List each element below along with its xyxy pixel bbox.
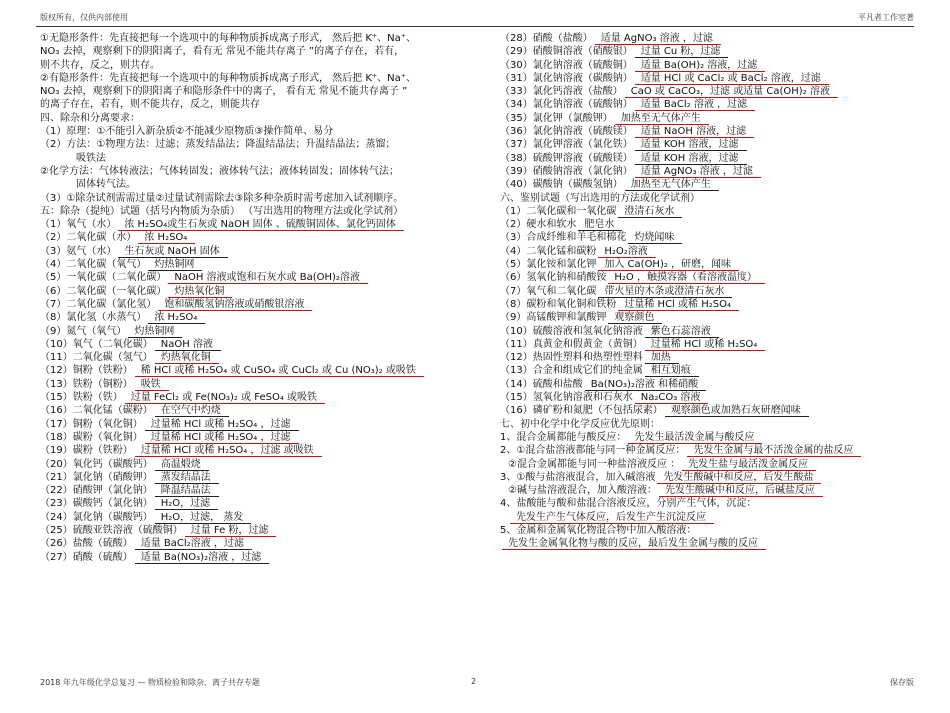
purify-item-answer: 适量 KOH 溶液，过滤 — [635, 139, 747, 151]
purify-item-answer: H₂O，过滤 — [155, 498, 218, 510]
identify-item-label: （11）真黄金和假黄金（黄铜） — [500, 338, 643, 350]
purify-item-answer: CaO 或 CaCO₃，过滤 或适量 Ca(OH)₂ 溶液 — [625, 86, 838, 98]
identify-item-label: （1）二氧化碳和一氧化碳 — [500, 205, 617, 217]
identify-item — [500, 325, 940, 338]
purify-item-answer: 适量 KOH 溶液，过滤 — [635, 153, 747, 165]
identify-item — [500, 391, 940, 404]
purify-item-answer: 灼热铜网 — [148, 259, 202, 271]
purify-item-label: （6）二氧化碳（一氧化碳） — [40, 285, 167, 297]
purify-item — [500, 165, 940, 178]
purify-item — [40, 231, 480, 244]
identify-item-label: （14）硫酸和盐酸 — [500, 378, 583, 390]
purify-item-label: （15）铁粉（铁） — [40, 392, 123, 404]
text-line: 则不共存，反之，则共存。 — [40, 59, 160, 71]
purify-item-label: （12）铜粉（铁粉） — [40, 365, 133, 377]
identify-item-label: （8）碳粉和氧化铜和铁粉 — [500, 298, 617, 310]
purify-item — [40, 404, 480, 417]
identify-item-answer: 过量稀 HCl 或稀 H₂SO₄ — [645, 339, 766, 351]
purify-item — [40, 458, 480, 471]
purify-item-label: （26）盐酸（硫酸） — [40, 538, 133, 550]
purify-item-label: （35）氯化钾（氯酸钾） — [500, 112, 613, 124]
purify-item — [40, 218, 480, 231]
purify-item-answer: 过量 FeCl₂ 或 Fe(NO₃)₂ 或 FeSO₄ 或吸铁 — [125, 392, 325, 404]
purify-item-answer: 适量 Ba(OH)₂ 溶液，过滤 — [635, 60, 766, 72]
purify-item-answer: 适量 Ba(NO₃)₂溶液 ，过滤 — [135, 552, 270, 564]
purify-item-label: （17）铜粉（氧化铜） — [40, 418, 143, 430]
identify-item — [500, 298, 940, 311]
purify-item — [500, 152, 940, 165]
identify-item — [500, 245, 940, 258]
purify-item-label: （16）二氧化锰（碳粉） — [40, 405, 153, 417]
purify-item-answer: 在空气中灼烧 — [155, 405, 229, 417]
purify-item-label: （20）氧化钙（碳酸钙） — [40, 458, 153, 470]
purify-item-label: （40）碳酸钠（碳酸氢钠） — [500, 179, 623, 191]
identify-item-answer: Na₂CO₃ 溶液 — [635, 392, 709, 404]
identify-item — [500, 378, 940, 391]
rule-item-label: ②碱与盐溶液混合，加入酸溶液： — [508, 485, 657, 497]
rule-item-answer: 先发生酸碱中和反应，后发生酸盐 — [657, 472, 821, 484]
purify-item-answer: 饱和碳酸氢钠溶液或硝酸银溶液 — [158, 299, 312, 311]
purify-item-label: （5）一氧化碳（二氧化碳） — [40, 272, 167, 284]
identify-item-answer: 观察颜色 — [608, 312, 662, 324]
rule-item — [500, 511, 940, 524]
identify-item — [500, 351, 940, 364]
purify-item-answer: 灼热氧化铜 — [155, 352, 219, 364]
purify-item — [40, 471, 480, 484]
rule-item-label: 5、金属和金属氧化物混合物中加入酸溶液： — [500, 524, 697, 536]
identify-item-answer: 灼烧闻味 — [628, 232, 682, 244]
header-left: 版权所有，仅供内部使用 — [40, 13, 128, 22]
purify-item-answer: 加热至无气体产生 — [625, 179, 719, 191]
identify-item-label: （6）氢氧化钠和硝酸铵 — [500, 272, 607, 284]
identify-item — [500, 218, 940, 231]
identify-item-answer: H₂O₂溶液 — [598, 246, 655, 258]
purify-item — [500, 45, 940, 58]
purify-item — [40, 325, 480, 338]
rule-item — [500, 458, 940, 471]
purify-item — [500, 112, 940, 125]
identify-item-answer: 肥皂水 — [578, 219, 622, 231]
rule-item-answer: 先发生最活泼金属与酸反应 — [628, 432, 762, 444]
purify-item — [40, 378, 480, 391]
purify-item-label: （2）二氧化碳（水） — [40, 232, 137, 244]
purify-item-answer: 适量 HCl 或 CaCl₂ 或 BaCl₂ 溶液，过滤 — [635, 73, 829, 85]
purify-item-answer: 适量 AgNO₃ 溶液 ，过滤 — [595, 33, 721, 45]
text-line: ②化学方法：气体转液法；气体转固发；液体转气法；液体转固发；固体转气法； — [40, 165, 399, 177]
purify-item-label: （34）氯化钠溶液（硫酸钠） — [500, 99, 633, 111]
identify-item-answer: 加入 Ca(OH)₂ ，研磨，闻味 — [598, 259, 739, 271]
purification-items — [40, 218, 480, 564]
purify-item — [40, 311, 480, 324]
rule-item — [500, 471, 940, 484]
text-line: ②有隐形条件：先直接把每一个选项中的每种物质拆成离子形式， 然后把 K⁺、Na⁺、 — [40, 72, 417, 84]
purify-item — [40, 338, 480, 351]
text-line: 的离子存在，若有，则不能共存，反之，则能共存 — [40, 99, 260, 111]
rule-item — [500, 524, 940, 537]
purify-item — [40, 391, 480, 404]
rule-item — [500, 444, 940, 457]
purify-item-answer: 高温煅烧 — [155, 459, 209, 471]
identify-item-answer: Ba(NO₃)₂溶液 和稀硝酸 — [585, 379, 706, 391]
section7-title: 七、初中化学中化学反应优先原则： — [500, 418, 660, 430]
identify-item-label: （5）氯化铵和氯化钾 — [500, 259, 597, 271]
rule-item — [500, 497, 940, 510]
purify-item — [40, 364, 480, 377]
footer-left: 2018 年九年级化学总复习 — 物质检验和除杂、离子共存专题 — [40, 678, 260, 687]
identify-item-label: （15）氢氧化钠溶液和石灰水 — [500, 392, 633, 404]
purify-item-answer: 过量 Fe 粉，过滤 — [185, 525, 277, 537]
purify-item-answer: NaOH 溶液 — [155, 339, 221, 351]
rule-item-label: 2、①混合盐溶液都能与同一种金属反应： — [500, 445, 686, 457]
text-line: 固体转气法。 — [76, 179, 136, 191]
purify-item-label: （21）氯化钠（硝酸钾） — [40, 471, 153, 483]
purify-item-answer: 灼热铜网 — [128, 326, 182, 338]
purify-item — [500, 125, 940, 138]
purify-item-label: （18）碳粉（氧化铜） — [40, 431, 143, 443]
rule-item — [500, 484, 940, 497]
header-rule — [36, 26, 914, 27]
purify-item — [40, 351, 480, 364]
header-right: 平凡者工作室著 — [858, 13, 914, 22]
identify-item-answer: 加热 — [645, 352, 679, 364]
identify-item-label: （10）硫酸溶液和氢氧化钠溶液 — [500, 325, 643, 337]
purify-item — [40, 431, 480, 444]
identify-item-answer: 紫色石蕊溶液 — [645, 326, 719, 338]
identify-item — [500, 404, 940, 417]
purify-item-label: （22）硝酸钾（氯化钠） — [40, 485, 153, 497]
identify-item — [500, 205, 940, 218]
purify-item — [500, 138, 940, 151]
rule-item-answer: 先发生金属氧化物与酸的反应，最后发生金属与酸的反应 — [502, 538, 766, 550]
purify-item-answer: 降温结晶法 — [155, 485, 219, 497]
intro-lines — [40, 32, 480, 218]
identify-item — [500, 338, 940, 351]
purify-item — [500, 72, 940, 85]
purify-item-answer: 适量 BaCl₂ 溶液 ，过滤 — [635, 99, 755, 111]
purify-item — [40, 511, 480, 524]
reaction-priority-rules — [500, 431, 940, 551]
purify-item-label: （4）二氧化碳（氧气） — [40, 259, 147, 271]
purify-item-answer: 蒸发结晶法 — [155, 472, 219, 484]
purify-item — [40, 418, 480, 431]
purify-item-label: （37）氯化钾溶液（氯化铁） — [500, 139, 633, 151]
left-column — [40, 32, 480, 564]
purify-item-answer: 适量 AgNO₃ 溶液 ，过滤 — [635, 166, 761, 178]
purify-item-answer: 吸铁 — [135, 379, 169, 391]
purify-item-answer: 浓 H₂SO₄或生石灰或 NaOH 固体 、硫酸铜固体、氯化钙固体 — [118, 219, 403, 231]
purify-item-label: （11）二氧化碳（氢气） — [40, 352, 153, 364]
purify-item-label: （25）硫酸亚铁溶液（硫酸铜） — [40, 524, 183, 536]
purify-item-label: （29）硝酸铜溶液（硝酸银） — [500, 46, 633, 58]
purify-item-answer: 生石灰或 NaOH 固体 — [118, 246, 227, 258]
purify-item — [500, 178, 940, 191]
purify-item-label: （13）铁粉（铜粉） — [40, 378, 133, 390]
rule-item-label: 1、混合金属都能与酸反应： — [500, 431, 627, 443]
purify-item-answer: 过量稀 HCl 或稀 H₂SO₄ ，过滤 或吸铁 — [135, 445, 322, 457]
identify-item-label: （7）氧气和二氧化碳 — [500, 285, 597, 297]
purify-item — [40, 551, 480, 564]
text-line: （2）方法：①物理方法：过滤；蒸发结晶法；降温结晶法；升温结晶法；蒸馏； — [40, 139, 396, 151]
purify-item — [40, 298, 480, 311]
text-line: ①无隐形条件：先直接把每一个选项中的每种物质拆成离子形式， 然后把 K⁺、Na⁺、 — [40, 33, 417, 44]
rule-item — [500, 431, 940, 444]
rule-item-answer: 先发生盐与最活泼金属反应 — [682, 459, 816, 471]
purify-item-answer: H₂O，过滤， 蒸发 — [155, 512, 252, 524]
identify-item-answer: H₂O ，触摸容器（看溶液温度） — [608, 272, 765, 284]
purify-item-label: （24）氯化钠（碳酸钙） — [40, 511, 153, 523]
purify-item — [40, 497, 480, 510]
purify-item — [40, 285, 480, 298]
purify-item-label: （38）硫酸钾溶液（硫酸镁） — [500, 152, 633, 164]
purify-item-label: （19）碳粉（铁粉） — [40, 445, 133, 457]
identify-item-answer: 相互划痕 — [645, 365, 699, 377]
purify-item — [500, 32, 940, 45]
text-line: 五：除杂（提纯）试题（括号内物质为杂质） （写出选用的物理方法或化学试剂） — [40, 205, 404, 217]
identify-item-label: （12）热固性塑料和热塑性塑料 — [500, 352, 643, 364]
identify-item — [500, 258, 940, 271]
purify-item-answer: 适量 NaOH 溶液，过滤 — [635, 126, 754, 138]
purify-item — [40, 484, 480, 497]
text-line: 吸铁法 — [76, 152, 106, 164]
purify-item-answer: 过量稀 HCl 或稀 H₂SO₄ ，过滤 — [145, 432, 299, 444]
purify-item-label: （28）硝酸（盐酸） — [500, 33, 593, 44]
identify-item-label: （2）硬水和软水 — [500, 219, 577, 231]
purify-item-label: （23）碳酸钙（氯化钠） — [40, 498, 153, 510]
rule-item-label: ②混合金属都能与同一种盐溶液反应 ： — [508, 458, 681, 470]
identify-item-label: （4）二氧化锰和碳粉 — [500, 245, 597, 257]
purify-item-label: （7）二氧化碳（氯化氢） — [40, 298, 157, 310]
identify-item — [500, 285, 940, 298]
rule-item — [500, 537, 940, 550]
identify-item-answer: 澄清石灰水 — [618, 206, 682, 218]
identify-item-label: （13）合金和组成它们的纯金属 — [500, 365, 643, 377]
purify-item-answer: 灼热氧化铜 — [168, 286, 232, 298]
purify-item-label: （3）氨气（水） — [40, 245, 117, 257]
purify-item-label: （9）氮气（氧气） — [40, 325, 127, 337]
purify-item — [500, 85, 940, 98]
text-line: 四、除杂和分离要求： — [40, 112, 140, 124]
identify-item — [500, 311, 940, 324]
purify-item-label: （39）硝酸钠溶液（氯化钠） — [500, 165, 633, 177]
rule-item-label: 3、①酸与盐溶液混合，加入碱溶液 — [500, 471, 656, 483]
purify-item-label: （8）氯化氢（水蒸气） — [40, 312, 147, 324]
identify-item — [500, 231, 940, 244]
text-line: NO₃ 去掉，观察剩下的阴阳离子和隐形条件中的离子， 看有无 常见不能共存离子 ” — [40, 86, 408, 98]
page-number: 2 — [471, 677, 477, 686]
rule-item-answer: 先发生酸碱中和反应，后碱盐反应 — [659, 485, 823, 497]
purify-item-label: （10）氧气（二氧化碳） — [40, 338, 153, 350]
purify-item-answer: 加热至无气体产生 — [615, 113, 709, 125]
right-column — [500, 32, 940, 551]
purify-item — [40, 271, 480, 284]
rule-item-answer: 先发生产生气体反应，后发生产生沉淀反应 — [510, 512, 714, 524]
text-line: NO₃ 去掉，观察剩下的阴阳离子，看有无 常见不能共存离子 ”的离子存在，若有， — [40, 46, 405, 58]
rule-item-label: 4、盐酸能与酸和盐混合溶液反应，分别产生气体，沉淀： — [500, 498, 757, 510]
purify-item-label: （1）氧气（水） — [40, 219, 117, 231]
footer-right: 保存版 — [890, 678, 914, 687]
section6-title: 六、鉴别试题（写出选用的方法或化学试剂） — [500, 192, 700, 204]
identify-item-answer: 过量稀 HCl 或稀 H₂SO₄ — [618, 299, 739, 311]
purify-item-answer: 过量 Cu 粉，过滤 — [635, 46, 729, 58]
purify-item — [40, 258, 480, 271]
identify-item — [500, 271, 940, 284]
rule-item-answer: 先发生金属与最不活泼金属的盐反应 — [687, 445, 861, 457]
purify-item-answer: 过量稀 HCl 或稀 H₂SO₄ ，过滤 — [145, 419, 299, 431]
purify-item-label: （33）氯化钙溶液（盐酸） — [500, 86, 623, 98]
identification-items — [500, 205, 940, 418]
purify-item-answer: 浓 H₂SO₄ — [148, 312, 205, 324]
identify-item-label: （16）磷矿粉和氮肥（不包括尿素） — [500, 405, 663, 417]
purify-item — [500, 98, 940, 111]
purify-item — [40, 245, 480, 258]
purify-item-answer: 浓 H₂SO₄ — [138, 232, 195, 244]
identify-item — [500, 364, 940, 377]
identify-item-answer: 观察颜色或加熟石灰研磨闻味 — [665, 405, 809, 417]
purify-item-answer: 适量 BaCl₂溶液 ，过滤 — [135, 538, 252, 550]
identify-item-label: （9）高锰酸钾和氯酸钾 — [500, 312, 607, 324]
purify-item-label: （36）氯化钠溶液（硫酸镁） — [500, 126, 633, 138]
text-line: （3）①除杂试剂需需过量②过量试剂需除去③除多种杂质时需考虑加入试剂顺序。 — [40, 192, 404, 204]
purify-item-answer: 稀 HCl 或稀 H₂SO₄ 或 CuSO₄ 或 CuCl₂ 或 Cu (NO₃)₂ 或吸铁 — [135, 365, 424, 377]
text-line: （1）原理：①不能引入新杂质②不能减少原物质③操作简单、易分 — [40, 126, 334, 138]
purify-item-label: （31）氯化钠溶液（碳酸钠） — [500, 72, 633, 84]
purify-item-label: （27）硝酸（硫酸） — [40, 551, 133, 563]
purify-item-label: （30）氯化钠溶液（硫酸铜） — [500, 59, 633, 71]
purify-item-answer: NaOH 溶液或饱和石灰水或 Ba(OH)₂溶液 — [168, 272, 368, 284]
purification-items-cont — [500, 32, 940, 192]
purify-item — [40, 524, 480, 537]
identify-item-label: （3）合成纤维和羊毛和棉花 — [500, 232, 627, 244]
purify-item — [40, 444, 480, 457]
purify-item — [40, 537, 480, 550]
purify-item — [500, 59, 940, 72]
identify-item-answer: 带火星的木条或澄清石灰水 — [598, 286, 732, 298]
